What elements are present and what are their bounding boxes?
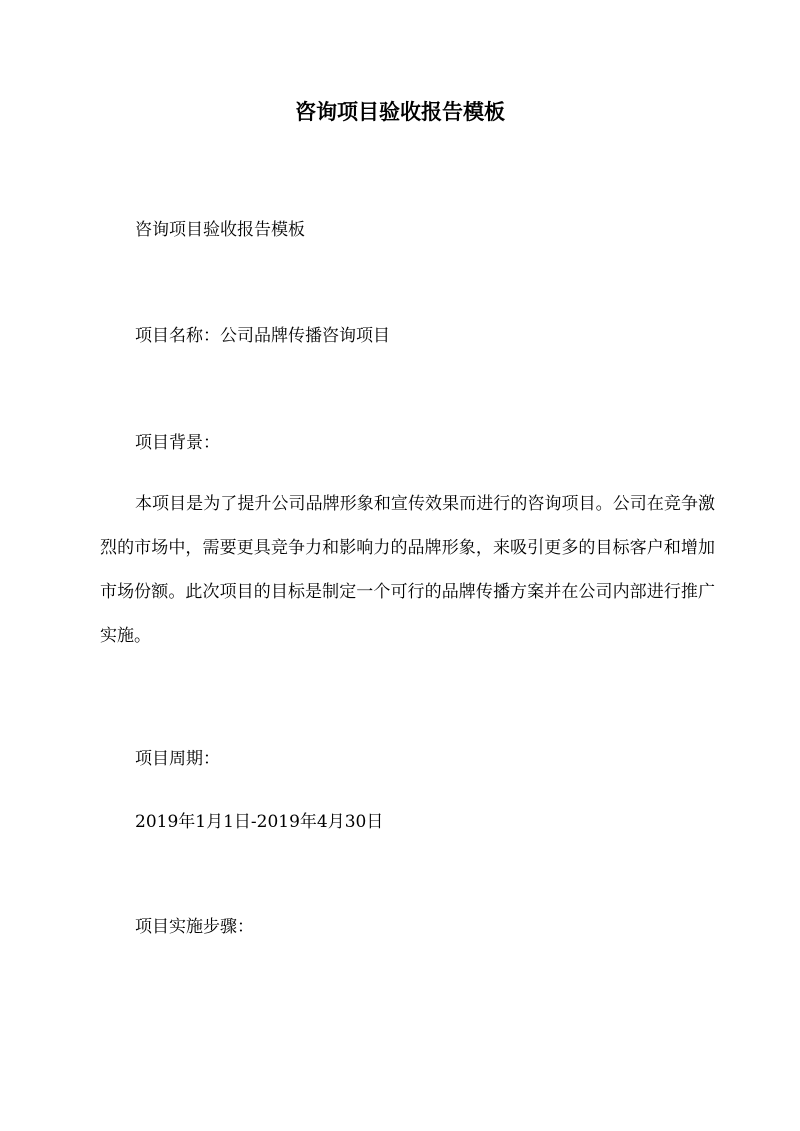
period-heading: 项目周期： (135, 749, 220, 769)
document-title: 咨询项目验收报告模板 (295, 99, 505, 124)
period-value: 2019年1月1日-2019年4月30日 (135, 812, 384, 832)
steps-heading: 项目实施步骤： (135, 917, 254, 937)
document-subtitle: 咨询项目验收报告模板 (135, 220, 305, 240)
background-paragraph: 本项目是为了提升公司品牌形象和宣传效果而进行的咨询项目。公司在竞争激烈的市场中，需要更具竞争力和影响力的品牌形象，来吸引更多的目标客户和增加市场份额。此次项目的目标是制定一个可行的品牌传播方案并在公司内部进行推广实施。 (100, 494, 715, 646)
background-heading: 项目背景： (135, 433, 220, 453)
project-name: 项目名称：公司品牌传播咨询项目 (135, 326, 390, 346)
